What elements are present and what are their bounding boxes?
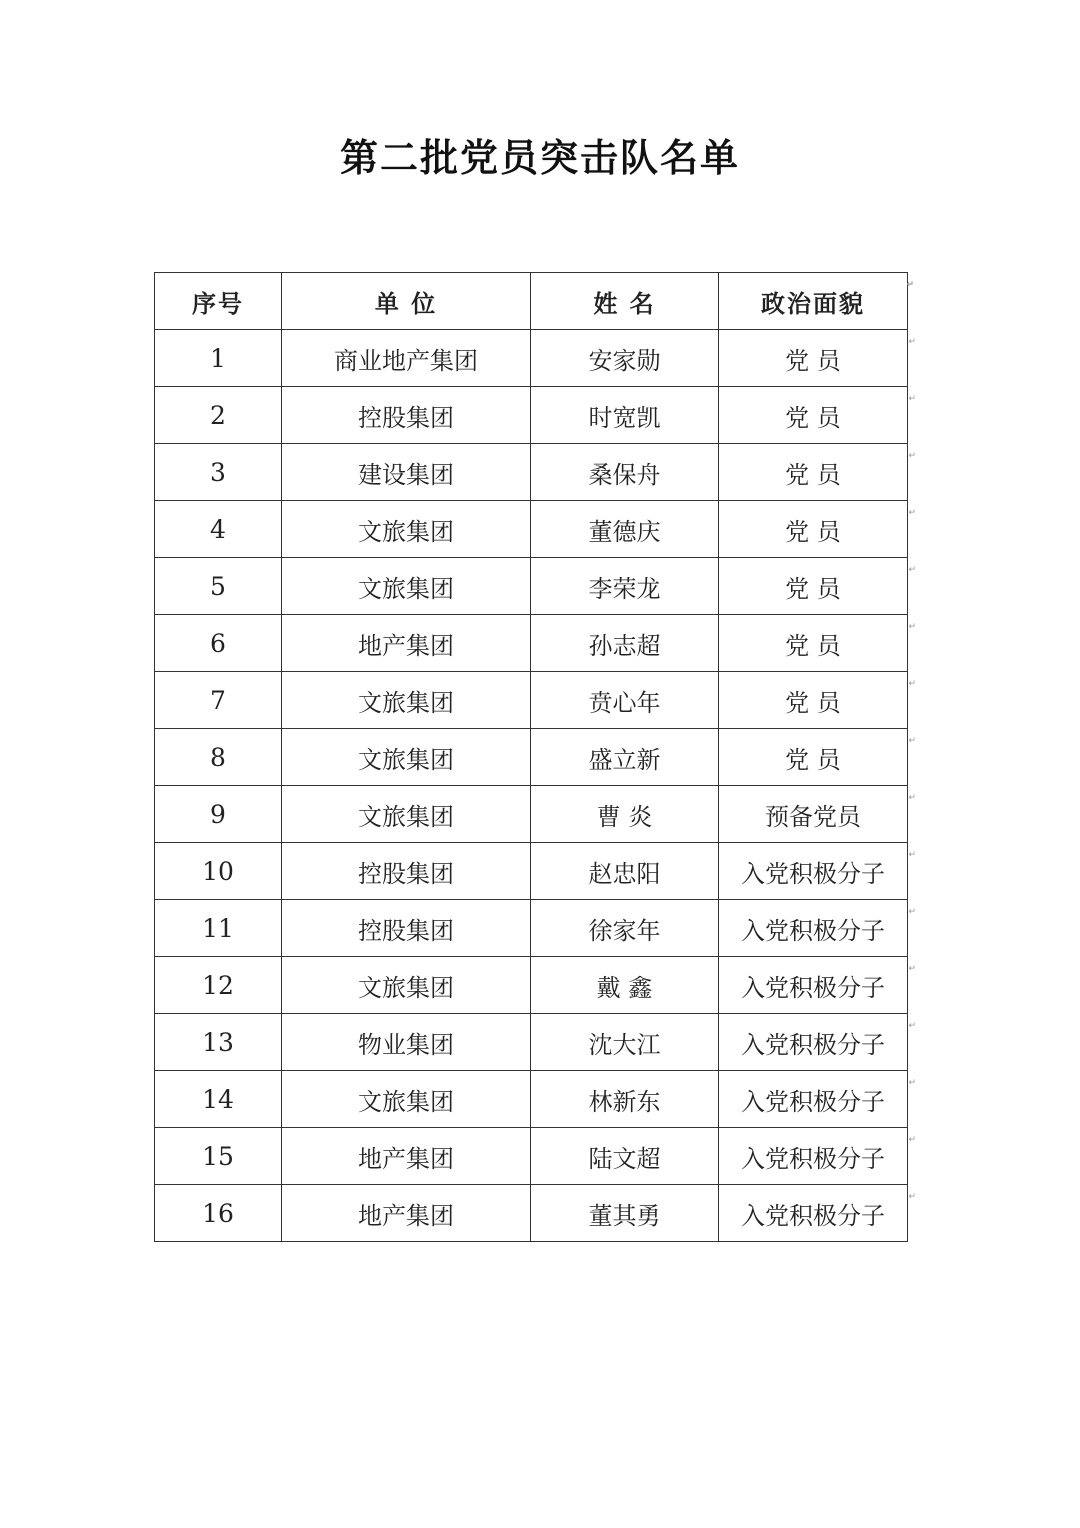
- paragraph-mark-icon: ↵: [908, 736, 916, 746]
- paragraph-mark-icon: ↵: [908, 1135, 916, 1145]
- paragraph-mark-icon: ↵: [906, 280, 916, 290]
- table-row: [155, 672, 908, 729]
- cell-index: 1: [155, 330, 282, 387]
- cell-political-status: [719, 558, 916, 615]
- paragraph-mark-icon: ↵: [908, 565, 916, 575]
- paragraph-mark-icon: ↵: [908, 964, 916, 974]
- cell-political-status-label: 党 员: [785, 688, 841, 717]
- cell-unit: 文旅集团: [282, 558, 531, 615]
- cell-political-status: [719, 1014, 916, 1071]
- cell-political-status-label: 党 员: [785, 403, 841, 432]
- cell-unit: 地产集团: [282, 1128, 531, 1185]
- cell-name: 董其勇: [531, 1185, 719, 1242]
- cell-index: 8: [155, 729, 282, 786]
- table-row: [155, 957, 908, 1014]
- cell-name: 安家勋: [531, 330, 719, 387]
- cell-political-status: [719, 729, 916, 786]
- cell-name: 曹 炎: [531, 786, 719, 843]
- table-row: [155, 843, 908, 900]
- cell-political-status-label: 党 员: [785, 574, 841, 603]
- cell-political-status: [719, 387, 916, 444]
- cell-political-status: [719, 843, 916, 900]
- paragraph-mark-icon: ↵: [908, 679, 916, 689]
- paragraph-mark-icon: ↵: [908, 394, 916, 404]
- cell-political-status-label: 入党积极分子: [741, 1030, 885, 1059]
- cell-index: 15: [155, 1128, 282, 1185]
- cell-political-status-label: 入党积极分子: [741, 1201, 885, 1230]
- cell-political-status-label: 入党积极分子: [741, 1087, 885, 1116]
- cell-political-status: [719, 786, 916, 843]
- cell-unit: 建设集团: [282, 444, 531, 501]
- cell-political-status-label: 党 员: [785, 517, 841, 546]
- table-row: [155, 501, 908, 558]
- cell-unit: 控股集团: [282, 843, 531, 900]
- cell-unit: 文旅集团: [282, 672, 531, 729]
- cell-political-status-label: 预备党员: [765, 802, 861, 831]
- cell-name: 徐家年: [531, 900, 719, 957]
- paragraph-mark-icon: ↵: [908, 793, 916, 803]
- paragraph-mark-icon: ↵: [908, 907, 916, 917]
- cell-index: 7: [155, 672, 282, 729]
- cell-political-status-label: 入党积极分子: [741, 916, 885, 945]
- cell-index: 2: [155, 387, 282, 444]
- table-row: [155, 1128, 908, 1185]
- cell-unit: 文旅集团: [282, 957, 531, 1014]
- table-row: [155, 444, 908, 501]
- cell-political-status: [719, 900, 916, 957]
- cell-name: 李荣龙: [531, 558, 719, 615]
- table-row: [155, 558, 908, 615]
- cell-name: 时宽凯: [531, 387, 719, 444]
- cell-index: 10: [155, 843, 282, 900]
- header-political-status-label: 政治面貌: [761, 289, 865, 318]
- cell-name: 孙志超: [531, 615, 719, 672]
- cell-political-status: [719, 957, 916, 1014]
- paragraph-mark-icon: ↵: [908, 1078, 916, 1088]
- cell-name: 戴 鑫: [531, 957, 719, 1014]
- table-row: [155, 615, 908, 672]
- paragraph-mark-icon: ↵: [908, 451, 916, 461]
- cell-unit: 地产集团: [282, 615, 531, 672]
- paragraph-mark-icon: ↵: [908, 508, 916, 518]
- table-row: [155, 1071, 908, 1128]
- cell-index: 9: [155, 786, 282, 843]
- cell-name: 桑保舟: [531, 444, 719, 501]
- table-row: [155, 330, 908, 387]
- cell-political-status: [719, 501, 916, 558]
- cell-name: 盛立新: [531, 729, 719, 786]
- cell-name: 陆文超: [531, 1128, 719, 1185]
- paragraph-mark-icon: ↵: [908, 1021, 916, 1031]
- cell-unit: 文旅集团: [282, 786, 531, 843]
- header-index: 序号: [155, 273, 282, 330]
- cell-name: 林新东: [531, 1071, 719, 1128]
- cell-political-status: [719, 672, 916, 729]
- cell-political-status-label: 入党积极分子: [741, 973, 885, 1002]
- cell-political-status-label: 入党积极分子: [741, 1144, 885, 1173]
- table-row: [155, 786, 908, 843]
- cell-political-status-label: 党 员: [785, 745, 841, 774]
- cell-unit: 地产集团: [282, 1185, 531, 1242]
- header-political-status: [719, 273, 916, 330]
- cell-name: 赵忠阳: [531, 843, 719, 900]
- cell-political-status: [719, 1128, 916, 1185]
- cell-index: 4: [155, 501, 282, 558]
- cell-index: 6: [155, 615, 282, 672]
- cell-index: 3: [155, 444, 282, 501]
- cell-index: 13: [155, 1014, 282, 1071]
- cell-political-status-label: 入党积极分子: [741, 859, 885, 888]
- cell-political-status: [719, 444, 916, 501]
- paragraph-mark-icon: ↵: [908, 850, 916, 860]
- cell-name: 沈大江: [531, 1014, 719, 1071]
- paragraph-mark-icon: ↵: [908, 1192, 916, 1202]
- cell-political-status: [719, 1071, 916, 1128]
- table-row: [155, 1185, 908, 1242]
- cell-unit: 文旅集团: [282, 501, 531, 558]
- table-row: [155, 729, 908, 786]
- cell-unit: 文旅集团: [282, 729, 531, 786]
- paragraph-mark-icon: ↵: [908, 337, 916, 347]
- cell-political-status-label: 党 员: [785, 631, 841, 660]
- cell-unit: 商业地产集团: [282, 330, 531, 387]
- table-row: [155, 1014, 908, 1071]
- cell-name: 贲心年: [531, 672, 719, 729]
- cell-name: 董德庆: [531, 501, 719, 558]
- header-unit: 单 位: [282, 273, 531, 330]
- cell-index: 11: [155, 900, 282, 957]
- paragraph-mark-icon: ↵: [908, 622, 916, 632]
- cell-unit: 控股集团: [282, 900, 531, 957]
- cell-unit: 控股集团: [282, 387, 531, 444]
- table-header-row: [155, 273, 908, 330]
- cell-political-status: [719, 330, 916, 387]
- table-body: [155, 330, 916, 1242]
- cell-index: 5: [155, 558, 282, 615]
- cell-index: 12: [155, 957, 282, 1014]
- cell-index: 16: [155, 1185, 282, 1242]
- header-name: 姓 名: [531, 273, 719, 330]
- page-title: 第二批党员突击队名单: [339, 136, 740, 180]
- table-row: [155, 387, 908, 444]
- cell-political-status-label: 党 员: [785, 460, 841, 489]
- cell-political-status: [719, 1185, 916, 1242]
- cell-unit: 物业集团: [282, 1014, 531, 1071]
- cell-index: 14: [155, 1071, 282, 1128]
- cell-political-status-label: 党 员: [785, 346, 841, 375]
- cell-unit: 文旅集团: [282, 1071, 531, 1128]
- table-row: [155, 900, 908, 957]
- member-table: [154, 272, 916, 1242]
- cell-political-status: [719, 615, 916, 672]
